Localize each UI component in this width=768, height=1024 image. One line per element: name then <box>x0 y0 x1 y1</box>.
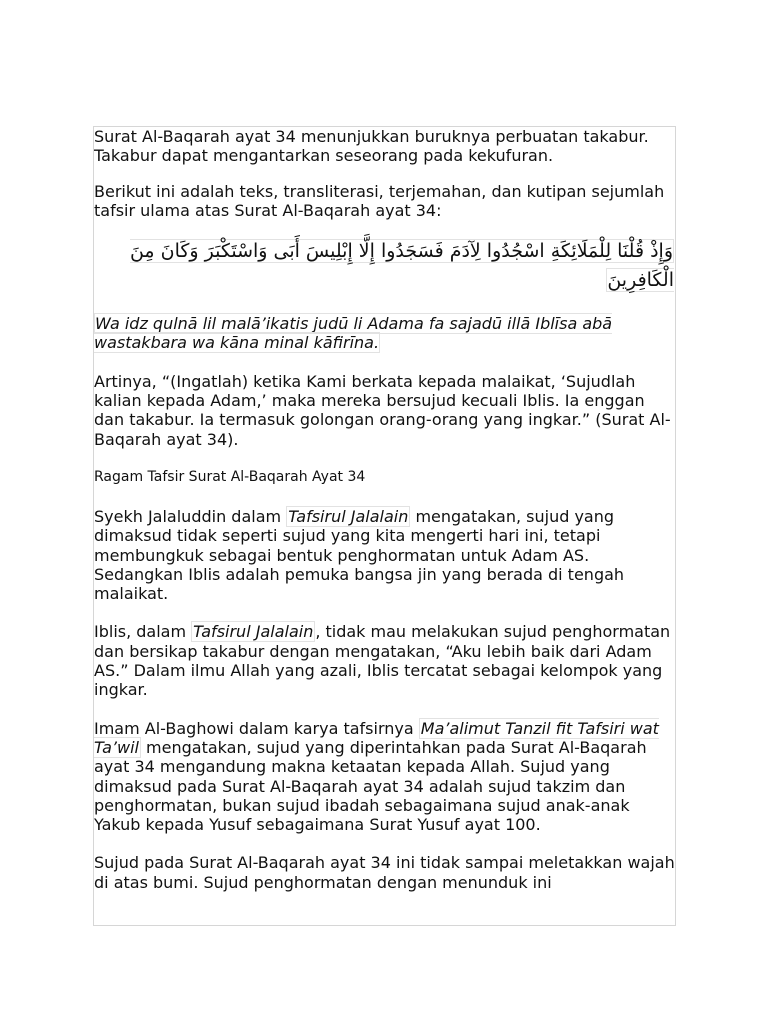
baghowi-after: mengatakan, sujud yang diperintahkan pada Surat Al-Baqarah ayat 34 mengandung makna ketaatan kepada Allah. Sujud yang dimaksud pada Surat Al-Baqarah ayat 34 adalah sujud takzim dan penghormatan, bukan sujud ibadah sebagaimana sujud anak-anak Yakub kepada Yusuf sebagaimana Surat Yusuf ayat 100. <box>94 737 647 835</box>
jalalain-before: Syekh Jalaluddin dalam <box>94 506 287 526</box>
document-content <box>94 127 676 892</box>
arabic-verse <box>94 237 676 295</box>
intro-paragraph: Surat Al-Baqarah ayat 34 menunjukkan buruknya perbuatan takabur. Takabur dapat mengantarkan seseorang pada kekufuran. <box>94 127 649 166</box>
section-subheading: Ragam Tafsir Surat Al-Baqarah Ayat 34 <box>94 468 366 485</box>
baghowi-before: Imam Al-Baghowi dalam karya tafsirnya <box>94 718 419 738</box>
transliteration-paragraph <box>94 314 676 353</box>
iblis-before: Iblis, dalam <box>94 622 192 642</box>
baghowi-paragraph <box>94 719 676 835</box>
document-page <box>93 126 676 926</box>
lead-in-paragraph: Berikut ini adalah teks, transliterasi, terjemahan, dan kutipan sejumlah tafsir ulama atas Surat Al-Baqarah ayat 34: <box>94 181 665 220</box>
sujud-paragraph: Sujud pada Surat Al-Baqarah ayat 34 ini tidak sampai meletakkan wajah di atas bumi. Sujud penghormatan dengan menunduk ini <box>94 853 675 892</box>
jalalain-paragraph <box>94 507 676 603</box>
translation-paragraph: Artinya, “(Ingatlah) ketika Kami berkata kepada malaikat, ‘Sujudlah kalian kepada Adam,’ maka mereka bersujud kecuali Iblis. Ia enggan dan takabur. Ia termasuk golongan orang-orang yang ingkar.” (Surat Al-Baqarah ayat 34). <box>94 371 671 449</box>
iblis-book-title: Tafsirul Jalalain <box>193 622 314 642</box>
iblis-after: , tidak mau melakukan sujud penghormatan dan bersikap takabur dengan mengatakan, “Aku lebih baik dari Adam AS.” Dalam ilmu Allah yang azali, Iblis tercatat sebagai kelompok yang ingkar. <box>94 622 671 700</box>
jalalain-book-title: Tafsirul Jalalain <box>288 506 409 526</box>
iblis-paragraph <box>94 622 676 699</box>
baghowi-book-title: Ma’alimut Tanzil fit Tafsiri wat Ta’wil <box>94 718 659 757</box>
jalalain-after: mengatakan, sujud yang dimaksud tidak seperti sujud yang kita mengerti hari ini, tetapi membungkuk sebagai bentuk penghormatan untuk Adam AS. Sedangkan Iblis adalah pemuka bangsa jin yang berada di tengah malaikat. <box>94 506 625 604</box>
transliteration-text: Wa idz qulnā lil malā’ikatis judū li Adama fa sajadū illā Iblīsa abā wastakbara wa kāna minal kāfirīna. <box>94 314 613 353</box>
arabic-verse-text: وَإِذْ قُلْنَا لِلْمَلَائِكَةِ اسْجُدُوا لِآدَمَ فَسَجَدُوا إِلَّا إِبْلِيسَ أَبَى وَاسْتَكْبَرَ وَكَانَ مِنَ الْكَافِرِينَ <box>129 240 674 292</box>
